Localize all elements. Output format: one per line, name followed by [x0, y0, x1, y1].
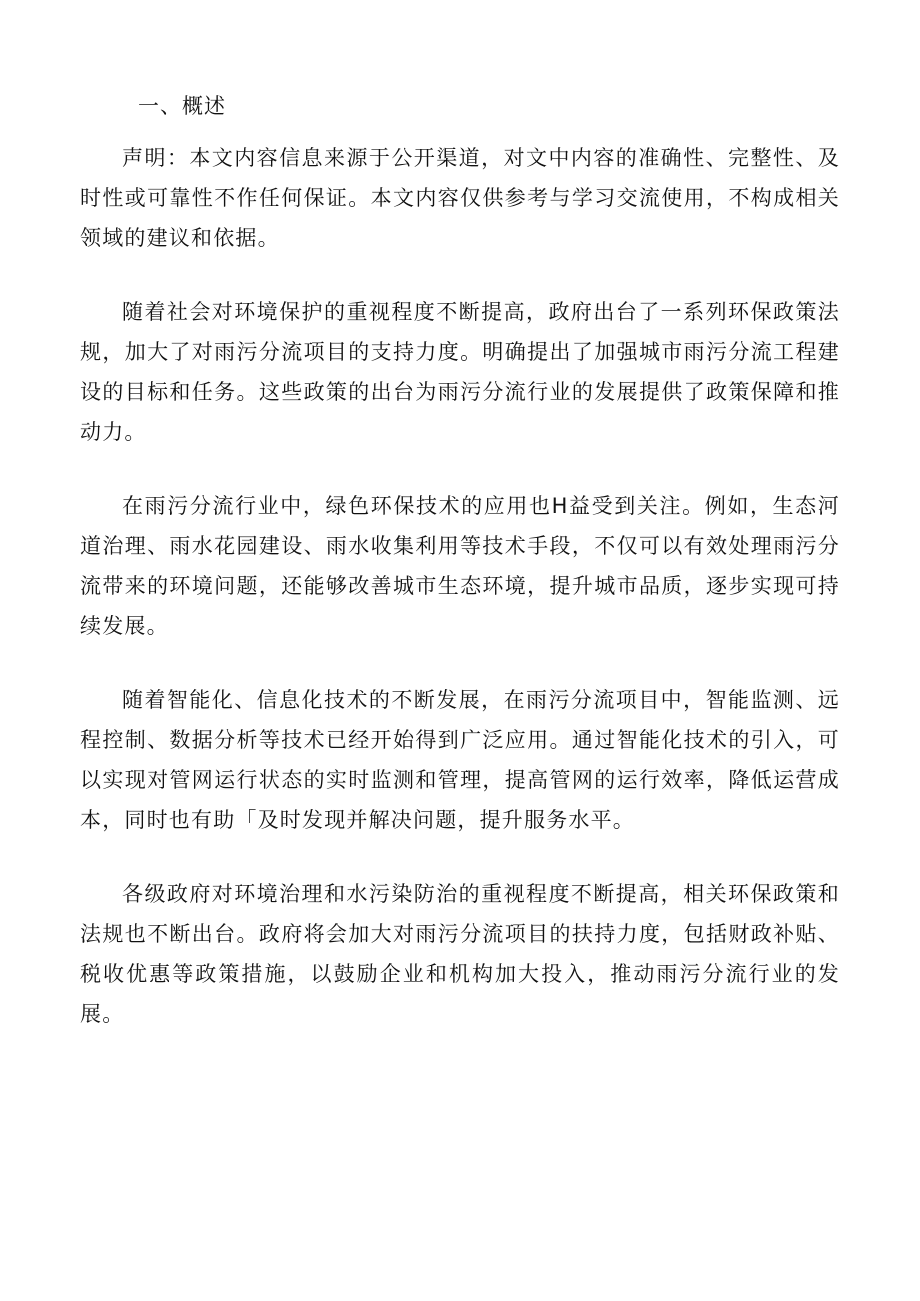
paragraph-government-support: 各级政府对环境治理和水污染防治的重视程度不断提高，相关环保政策和法规也不断出台。政府将会加大对雨污分流项目的扶持力度，包括财政补贴、税收优惠等政策措施，以鼓励企业和机构加大投入，推动雨污分流行业的发展。 [80, 882, 840, 1026]
paragraph-policy: 随着社会对环境保护的重视程度不断提高，政府出台了一系列环保政策法规，加大了对雨污分流项目的支持力度。明确提出了加强城市雨污分流工程建设的目标和任务。这些政策的出台为雨污分流行业的发展提供了政策保障和推动力。 [80, 300, 840, 444]
section-heading: 一、概述 [138, 94, 226, 118]
paragraph-green-tech: 在雨污分流行业中，绿色环保技术的应用也H益受到关注。例如，生态河道治理、雨水花园建设、雨水收集利用等技术手段，不仅可以有效处理雨污分流带来的环境问题，还能够改善城市生态环境，提升城市品质，逐步实现可持续发展。 [80, 494, 840, 638]
paragraph-disclaimer: 声明：本文内容信息来源于公开渠道，对文中内容的准确性、完整性、及时性或可靠性不作任何保证。本文内容仅供参考与学习交流使用，不构成相关领域的建议和依据。 [80, 146, 840, 250]
paragraph-smart-tech: 随着智能化、信息化技术的不断发展，在雨污分流项目中，智能监测、远程控制、数据分析等技术已经开始得到广泛应用。通过智能化技术的引入，可以实现对管网运行状态的实时监测和管理，提高管网的运行效率，降低运营成本，同时也有助「及时发现并解决问题，提升服务水平。 [80, 688, 840, 832]
